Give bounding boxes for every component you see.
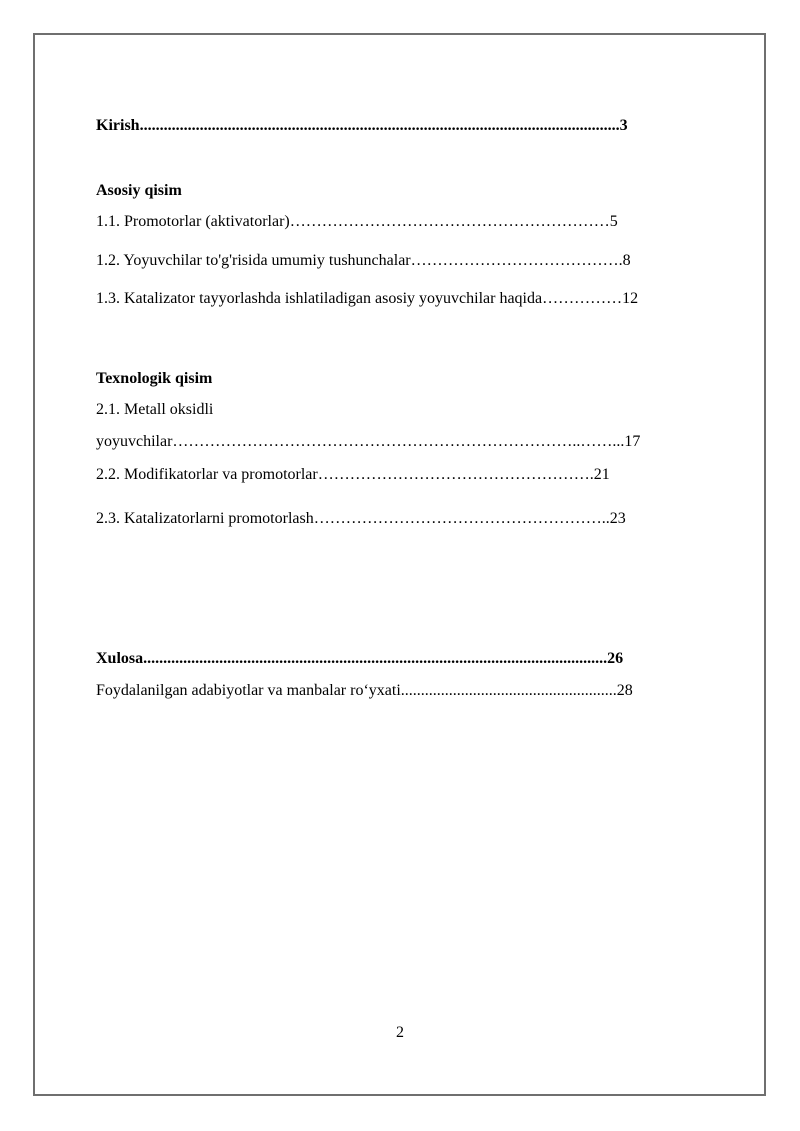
page-number: 2 [396,1024,404,1041]
toc-page-number: 26 [607,650,624,667]
toc-dot-leader: .................................................................................................................... [143,650,608,667]
toc-entry-title: 1.2. Yoyuvchilar to'g'risida umumiy tushunchalar [96,252,411,269]
toc-page-number: 17 [624,433,641,450]
toc-entry-references [96,681,633,701]
toc-page-number: 5 [609,213,618,230]
toc-entry-title: 2.2. Modifikatorlar va promotorlar [96,466,318,483]
toc-page-number: 8 [622,252,631,269]
toc-entry-title: yoyuvchilar [96,433,173,450]
toc-entry-title: 1.1. Promotorlar (aktivatorlar) [96,213,290,230]
toc-page-number: 28 [616,682,633,699]
toc-entry-conclusion [96,649,623,669]
toc-dot-leader: ……………………………………………. [317,466,594,483]
toc-dot-leader: …………… [542,290,623,307]
toc-entry-2-2 [96,465,610,485]
toc-page-number: 3 [619,117,628,134]
section-heading-tech: Texnologik qisim [96,370,213,387]
toc-entry-1-3 [96,289,638,309]
toc-entry-2-3 [96,509,626,529]
toc-entry-intro [96,116,628,136]
toc-entry-title: 2.3. Katalizatorlarni promotorlash [96,510,314,527]
toc-dot-leader: …………………………………. [410,252,623,269]
toc-entry-title: Xulosa [96,650,144,667]
toc-dot-leader: …………………………………………………………………..……... [172,433,625,450]
toc-page-number: 23 [609,510,626,527]
toc-page-number: 12 [622,290,639,307]
toc-entry-title: 1.3. Katalizator tayyorlashda ishlatiladigan asosiy yoyuvchilar haqida [96,290,543,307]
toc-dot-leader: ...................................................... [400,682,617,699]
toc-dot-leader: ……………………………………………….. [313,510,610,527]
toc-entry-1-1 [96,212,618,232]
toc-entry-2-1-line1: 2.1. Metall oksidli [96,401,214,418]
toc-dot-leader: …………………………………………………… [289,213,610,230]
section-heading-main: Asosiy qisim [96,182,182,199]
toc-page-number: 21 [593,466,610,483]
toc-entry-title: Foydalanilgan adabiyotlar va manbalar ro‘yxati [96,682,401,699]
toc-entry-2-1-line2 [96,432,640,452]
toc-entry-1-2 [96,251,631,271]
toc-dot-leader: ........................................................................................................................ [139,117,620,134]
toc-entry-title: Kirish [96,117,140,134]
